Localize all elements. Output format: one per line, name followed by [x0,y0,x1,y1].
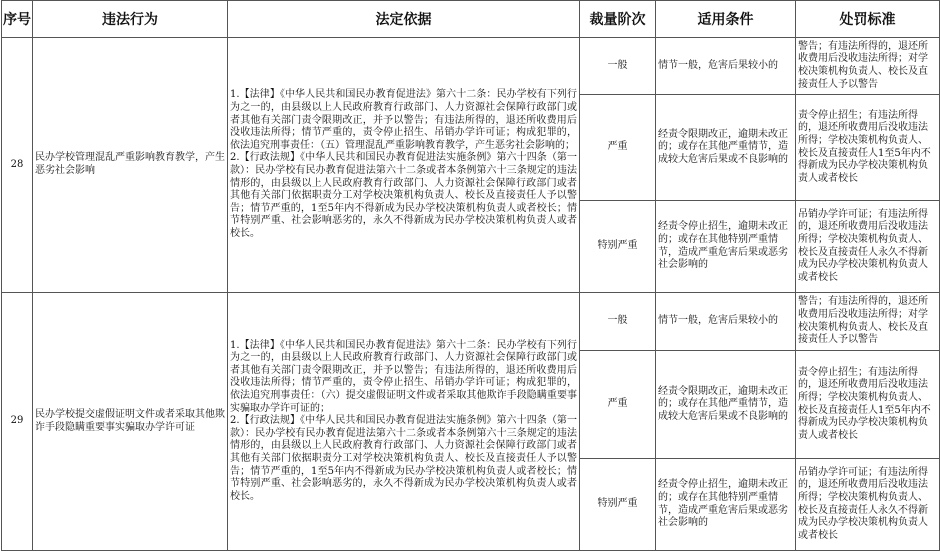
tier-condition: 经责令限期改正，逾期未改正的；或存在其他严重情节，造成较大危害后果或不良影响的 [656,351,796,459]
penalty-standards-table [1,0,940,551]
header-row [2,1,940,38]
legal-basis [228,293,580,551]
row-no: 28 [2,38,33,293]
tier-level: 一般 [580,293,656,351]
tier-standard: 警告；有违法所得的，退还所收费用后没收违法所得；对学校决策机构负责人、校长及直接责任人予以警告 [796,38,940,95]
tier-standard: 吊销办学许可证；有违法所得的，退还所收费用后没收违法所得；学校决策机构负责人、校长及直接责任人永久不得新成为民办学校决策机构负责人或者校长 [796,201,940,293]
tier-standard: 吊销办学许可证；有违法所得的，退还所收费用后没收违法所得；学校决策机构负责人、校长及直接责任人永久不得新成为民办学校决策机构负责人或者校长 [796,459,940,551]
tier-level: 严重 [580,95,656,201]
tier-condition: 经责令停止招生，逾期未改正的；或存在其他特别严重情节，造成严重危害后果或恶劣社会影响的 [656,201,796,293]
tier-standard: 责令停止招生；有违法所得的，退还所收费用后没收违法所得；学校决策机构负责人、校长及直接责任人1至5年内不得新成为民办学校决策机构负责人或者校长 [796,351,940,459]
header-level: 裁量阶次 [580,1,656,38]
legal-basis-text: 1.【法律】《中华人民共和国民办教育促进法》第六十二条：民办学校有下列行为之一的，由县级以上人民政府教育行政部门、人力资源社会保障行政部门或者其他有关部门责令限期改正，并予以警告；有违法所得的，退还所收费用后没收违法所得；情节严重的，责令停止招生、吊销办学许可证；构成犯罪的，依法追究刑事责任：（六）提交虚假证明文件或者采取其他欺诈手段隐瞒重要事实骗取办学许可证的； 2.【行政法规】《中华人民共和国民办教育促进法实施条例》第六十四条（第一款）：民办学校有民办教育促进法第六十二条或者本条例第六十三条规定的违法情形的，由县级以上人民政府教育行政部门、人力资源社会保障行政部门或者其他有关部门依据职责分工对学校决策机构负责人、校长及直接责任人予以警告；情节严重的，1至5年内不得新成为民办学校决策机构负责人或者校长；情节特别严重、社会影响恶劣的，永久不得新成为民办学校决策机构负责人或者校长。 [230,339,577,502]
tier-level: 特别严重 [580,201,656,293]
tier-condition: 情节一般，危害后果较小的 [656,293,796,351]
header-no: 序号 [2,1,33,38]
table-row [2,293,940,351]
header-basis: 法定依据 [228,1,580,38]
header-condition: 适用条件 [656,1,796,38]
tier-standard: 责令停止招生；有违法所得的，退还所收费用后没收违法所得；学校决策机构负责人、校长及直接责任人1至5年内不得新成为民办学校决策机构负责人或者校长 [796,95,940,201]
tier-condition: 经责令停止招生，逾期未改正的；或存在其他特别严重情节，造成严重危害后果或恶劣社会影响的 [656,459,796,551]
tier-condition: 经责令限期改正，逾期未改正的；或存在其他严重情节，造成较大危害后果或不良影响的 [656,95,796,201]
header-standard: 处罚标准 [796,1,940,38]
tier-level: 一般 [580,38,656,95]
table-row [2,38,940,95]
tier-level: 特别严重 [580,459,656,551]
violation-act: 民办学校管理混乱严重影响教育教学，产生恶劣社会影响 [33,38,228,293]
legal-basis [228,38,580,293]
header-act: 违法行为 [33,1,228,38]
tier-level: 严重 [580,351,656,459]
row-no: 29 [2,293,33,551]
tier-condition: 情节一般，危害后果较小的 [656,38,796,95]
violation-act: 民办学校提交虚假证明文件或者采取其他欺诈手段隐瞒重要事实骗取办学许可证 [33,293,228,551]
tier-standard: 警告；有违法所得的，退还所收费用后没收违法所得；对学校决策机构负责人、校长及直接责任人予以警告 [796,293,940,351]
legal-basis-text: 1.【法律】《中华人民共和国民办教育促进法》第六十二条：民办学校有下列行为之一的，由县级以上人民政府教育行政部门、人力资源社会保障行政部门或者其他有关部门责令限期改正，并予以警告；有违法所得的，退还所收费用后没收违法所得；情节严重的，责令停止招生、吊销办学许可证；构成犯罪的，依法追究刑事责任：（五）管理混乱严重影响教育教学，产生恶劣社会影响的； 2.【行政法规】《中华人民共和国民办教育促进法实施条例》第六十四条（第一款）：民办学校有民办教育促进法第六十二条或者本条例第六十三条规定的违法情形的，由县级以上人民政府教育行政部门、人力资源社会保障行政部门或者其他有关部门依据职责分工对学校决策机构负责人、校长及直接责任人予以警告；情节严重的，1至5年内不得新成为民办学校决策机构负责人或者校长；情节特别严重、社会影响恶劣的，永久不得新成为民办学校决策机构负责人或者校长。 [230,89,577,239]
